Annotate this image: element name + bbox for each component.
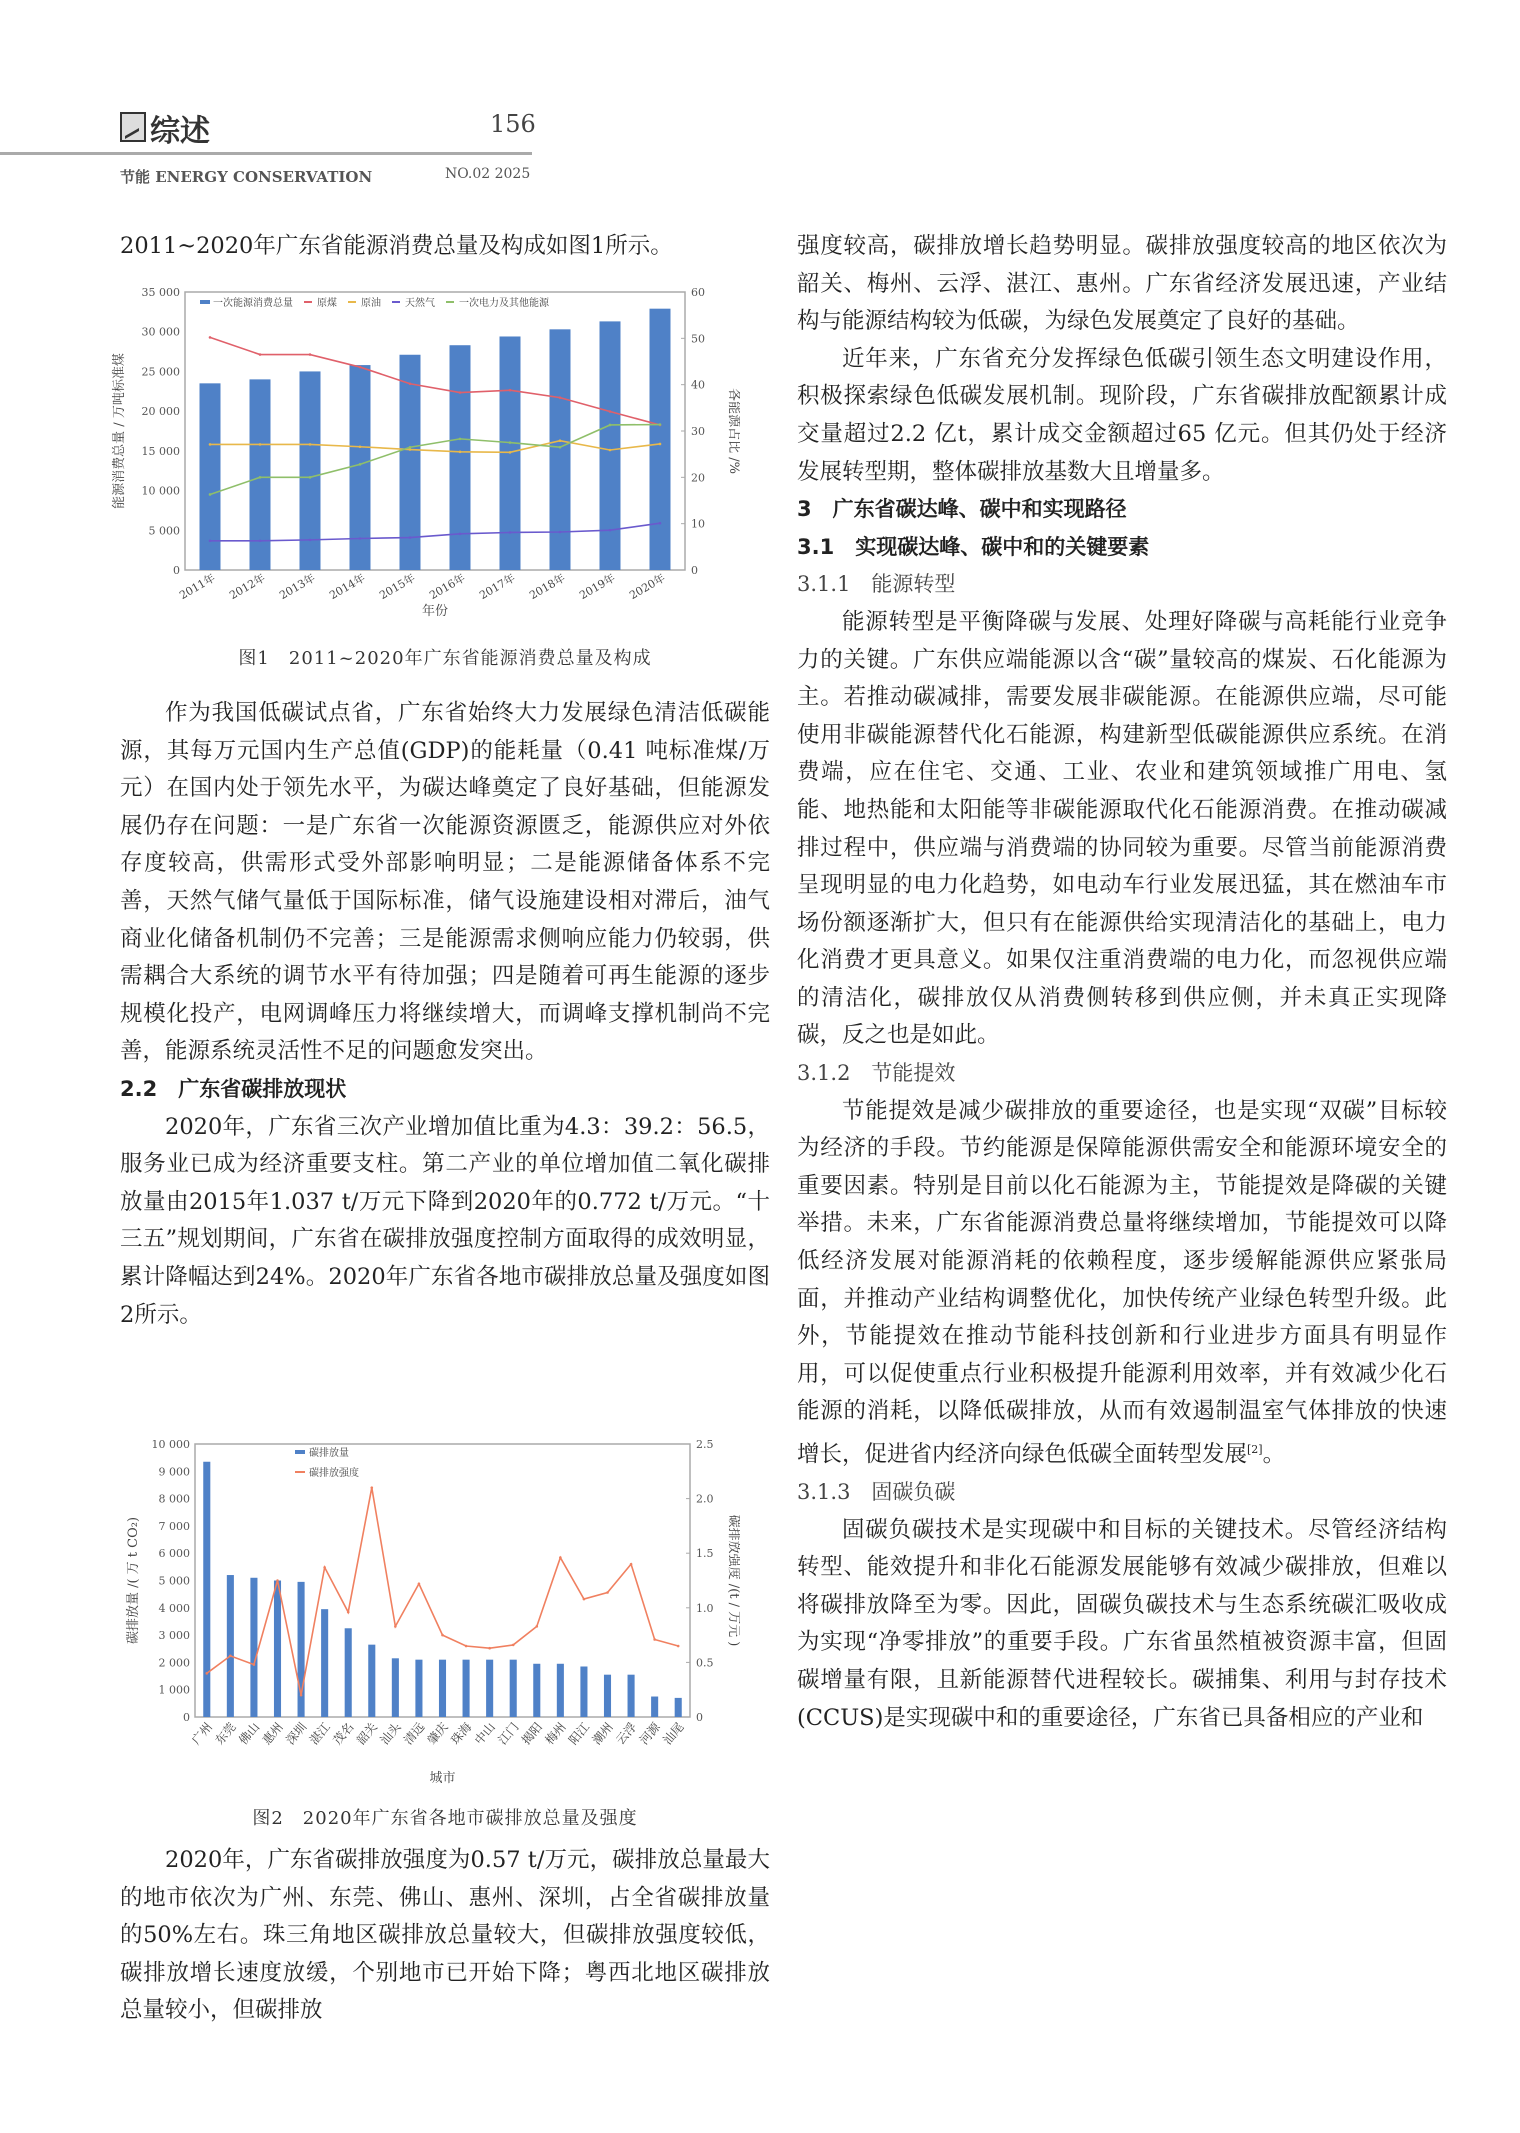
x-tick-label: 2012年 — [227, 571, 268, 603]
y-tick-label: 0 — [183, 1711, 190, 1724]
y2-tick-label: 20 — [691, 471, 705, 485]
legend-swatch — [295, 1450, 305, 1454]
x-tick-label: 珠海 — [448, 1719, 475, 1748]
bar-湛江 — [321, 1609, 328, 1717]
y-tick-label: 10 000 — [151, 1440, 190, 1451]
bar-云浮 — [628, 1675, 635, 1717]
y-tick-label: 3 000 — [158, 1629, 190, 1643]
line-series-原煤 — [210, 337, 660, 425]
line-point — [209, 493, 212, 496]
line-point — [370, 1486, 373, 1489]
x-tick-label: 清远 — [401, 1719, 428, 1748]
bar-汕头 — [392, 1658, 399, 1717]
bar-茂名 — [345, 1628, 352, 1717]
bar-河源 — [651, 1697, 658, 1717]
x-tick-label: 2020年 — [627, 571, 668, 603]
bar-韶关 — [368, 1645, 375, 1717]
line-point — [309, 539, 312, 542]
paragraph: 强度较高，碳排放增长趋势明显。碳排放强度较高的地区依次为韶关、梅州、云浮、湛江、惠州。广东省经济发展迅速，产业结构与能源结构较为低碳，为绿色发展奠定了良好的基础。 — [797, 233, 1447, 335]
line-point — [300, 1694, 303, 1697]
bar-惠州 — [274, 1581, 281, 1718]
line-point — [409, 382, 412, 385]
line-point — [509, 389, 512, 392]
line-point — [583, 1598, 586, 1601]
bar-潮州 — [604, 1675, 611, 1717]
y-tick-label: 15 000 — [141, 444, 180, 458]
y-tick-label: 8 000 — [158, 1492, 190, 1506]
heading-2-2: 2.2 广东省碳排放现状 — [120, 1076, 347, 1101]
x-tick-label: 广州 — [188, 1719, 216, 1748]
bar-清远 — [415, 1660, 422, 1717]
paragraph: 近年来，广东省充分发挥绿色低碳引领生态文明建设作用，积极探索绿色低碳发展机制。现阶段，广东省碳排放配额累计成交量超过2.2 亿t，累计成交金额超过65 亿元。但其仍处于经济发展转型期，整体碳排放基数大且增量多。 — [797, 345, 1447, 485]
paragraph-end: 。 — [1262, 1441, 1286, 1468]
bar-深圳 — [298, 1582, 305, 1717]
heading-3: 3 广东省碳达峰、碳中和实现路径 — [797, 497, 1127, 522]
line-point — [559, 446, 562, 449]
y2-tick-label: 0.5 — [696, 1656, 714, 1670]
legend-label: 碳排放量 — [309, 1448, 349, 1459]
line-point — [409, 536, 412, 539]
x-tick-label: 江门 — [495, 1719, 522, 1748]
x-tick-label: 深圳 — [283, 1719, 310, 1748]
line-point — [205, 1672, 208, 1675]
figure-1 — [100, 280, 740, 624]
line-point — [259, 540, 262, 543]
y2-tick-label: 50 — [691, 332, 705, 346]
bar-2019年 — [600, 321, 621, 570]
line-series-一次电力及其他能源 — [210, 425, 660, 495]
x-tick-label: 梅州 — [542, 1719, 569, 1748]
line-point — [653, 1638, 656, 1641]
x-tick-label: 湛江 — [306, 1719, 333, 1748]
figure-1-caption: 图1 2011~2020年广东省能源消费总量及构成 — [238, 648, 652, 669]
bar-中山 — [486, 1660, 493, 1717]
legend-label: 原油 — [361, 298, 381, 309]
line-point — [253, 1663, 256, 1666]
y2-tick-label: 1.5 — [696, 1547, 714, 1561]
line-point — [465, 1645, 468, 1648]
paragraph: 作为我国低碳试点省，广东省始终大力发展绿色清洁低碳能源，其每万元国内生产总值(GDP)的能耗量（0.41 吨标准煤/万元）在国内处于领先水平，为碳达峰奠定了良好基础，但能源发展仍存在问题：一是广东省一次能源资源匮乏，能源供应对外依存度较高，供需形式受外部影响明显；二是能源储备体系不完善，天然气储气量低于国际标准，储气设施建设相对滞后，油气商业化储备机制仍不完善；三是能源需求侧响应能力仍较弱，供需耦合大系统的调节水平有待加强；四是随着可再生能源的逐步规模化投产，电网调峰压力将继续增大，而调峰支撑机制尚不完善，能源系统灵活性不足的问题愈发突出。 — [120, 700, 770, 1065]
x-tick-label: 茂名 — [330, 1719, 357, 1748]
line-point — [394, 1625, 397, 1628]
line-point — [659, 443, 662, 446]
paragraph: 2020年，广东省三次产业增加值比重为4.3：39.2：56.5，服务业已成为经济重要支柱。第二产业的单位增加值二氧化碳排放量由2015年1.037 t/万元下降到2020年的0.772 t/万元。“十三五”规划期间，广东省在碳排放强度控制方面取得的成效明显，累计降幅达到24%。2020年广东省各地市碳排放总量及强度如图2所示。 — [120, 1113, 770, 1328]
bar-汕尾 — [675, 1698, 682, 1717]
line-point — [488, 1647, 491, 1650]
paragraph: 能源转型是平衡降碳与发展、处理好降碳与高耗能行业竞争力的关键。广东供应端能源以含“碳”量较高的煤炭、石化能源为主。若推动碳减排，需要发展非碳能源。在能源供应端，尽可能使用非碳能源替代化石能源，构建新型低碳能源供应系统。在消费端，应在住宅、交通、工业、农业和建筑领域推广用电、氢能、地热能和太阳能等非碳能源取代化石能源消费。在推动碳减排过程中，供应端与消费端的协同较为重要。尽管当前能源消费呈现明显的电力化趋势，如电动车行业发展迅猛，其在燃油车市场份额逐渐扩大，但只有在能源供给实现清洁化的基础上，电力化消费才更具意义。如果仅注重消费端的电力化，而忽视供应端的清洁化，碳排放仅从消费侧转移到供应侧，并未真正实现降碳，反之也是如此。 — [797, 608, 1447, 1049]
x-tick-label: 2019年 — [577, 571, 618, 603]
x-tick-label: 2016年 — [427, 571, 468, 603]
y-axis-title: 能源消费总量 / 万吨标准煤 — [112, 353, 127, 509]
y-tick-label: 25 000 — [141, 365, 180, 379]
x-tick-label: 佛山 — [236, 1719, 263, 1748]
bar-2018年 — [550, 329, 571, 570]
bar-江门 — [510, 1660, 517, 1717]
x-tick-label: 肇庆 — [424, 1719, 451, 1748]
citation-ref[interactable]: [2] — [1247, 1443, 1263, 1456]
figure-2 — [110, 1440, 740, 1794]
y-tick-label: 5 000 — [148, 524, 180, 538]
line-point — [509, 441, 512, 444]
line-point — [659, 423, 662, 426]
chart-city-emissions — [110, 1440, 740, 1790]
line-point — [259, 353, 262, 356]
y-tick-label: 10 000 — [141, 484, 180, 498]
line-point — [209, 336, 212, 339]
legend-label: 一次能源消费总量 — [213, 298, 293, 309]
line-point — [559, 1556, 562, 1559]
bar-梅州 — [557, 1664, 564, 1717]
x-tick-label: 云浮 — [613, 1719, 640, 1748]
x-tick-label: 潮州 — [589, 1719, 616, 1748]
left-column-body — [120, 695, 770, 1334]
line-point — [559, 531, 562, 534]
y-tick-label: 4 000 — [158, 1601, 190, 1615]
line-point — [359, 445, 362, 448]
bar-珠海 — [463, 1660, 470, 1717]
paragraph — [797, 1093, 1447, 1474]
journal-name: 节能 ENERGY CONSERVATION — [120, 168, 373, 186]
heading-3-1: 3.1 实现碳达峰、碳中和的关键要素 — [797, 534, 1150, 559]
y2-tick-label: 60 — [691, 286, 705, 299]
line-point — [459, 391, 462, 394]
bar-2016年 — [450, 345, 471, 570]
header-divider — [0, 152, 532, 155]
line-point — [229, 1655, 232, 1658]
line-point — [409, 448, 412, 451]
y2-tick-label: 1.0 — [696, 1601, 714, 1615]
y2-tick-label: 2.5 — [696, 1440, 714, 1451]
x-tick-label: 惠州 — [259, 1719, 286, 1748]
section-logo-icon — [120, 112, 146, 142]
heading-3-1-3: 3.1.3 固碳负碳 — [797, 1480, 956, 1505]
left-column — [120, 228, 770, 266]
line-point — [209, 540, 212, 543]
line-point — [359, 366, 362, 369]
paragraph: 2020年，广东省碳排放强度为0.57 t/万元，碳排放总量最大的地市依次为广州、东莞、佛山、惠州、深圳，占全省碳排放量的50%左右。珠三角地区碳排放总量较大，但碳排放强度较低，碳排放增长速度放缓，个别地市已开始下降；粤西北地区碳排放总量较小，但碳排放 — [120, 1847, 770, 2024]
section-label: 综述 — [150, 114, 210, 149]
chart-energy-consumption — [100, 280, 740, 620]
line-point — [323, 1566, 326, 1569]
line-point — [309, 353, 312, 356]
y-tick-label: 0 — [173, 564, 180, 577]
y-tick-label: 6 000 — [158, 1547, 190, 1561]
x-tick-label: 2014年 — [327, 571, 368, 603]
x-tick-label: 2015年 — [377, 571, 418, 603]
y2-tick-label: 0 — [696, 1711, 703, 1724]
left-column-tail — [120, 1842, 770, 2030]
line-series-天然气 — [210, 523, 660, 541]
line-point — [259, 476, 262, 479]
y-axis-title: 碳排放量 /( 万 t CO₂) — [126, 1516, 141, 1645]
y-tick-label: 5 000 — [158, 1574, 190, 1588]
y2-tick-label: 30 — [691, 425, 705, 438]
y2-axis-title: 碳排放强度 /(t / 万元 ) — [726, 1514, 740, 1647]
bar-东莞 — [227, 1575, 234, 1717]
heading-3-1-1: 3.1.1 能源转型 — [797, 572, 956, 597]
issue-number: NO.02 2025 — [445, 166, 531, 182]
line-point — [677, 1645, 680, 1648]
x-tick-label: 河源 — [636, 1719, 663, 1748]
line-point — [559, 396, 562, 399]
x-tick-label: 2017年 — [477, 571, 518, 603]
paragraph-text: 节能提效是减少碳排放的重要途径，也是实现“双碳”目标较为经济的手段。节约能源是保障能源供需安全和能源环境安全的重要因素。特别是目前以化石能源为主，节能提效是降碳的关键举措。未来，广东省能源消费总量将继续增加，节能提效可以降低经济发展对能源消耗的依赖程度，逐步缓解能源供应紧张局面，并推动产业结构调整优化，加快传统产业绿色转型升级。此外，节能提效在推动节能科技创新和行业进步方面具有明显作用，可以促使重点行业积极提升能源利用效率，并有效减少化石能源的消耗，以降低碳排放，从而有效遏制温室气体排放的快速增长，促进省内经济向绿色低碳全面转型发展 — [797, 1097, 1447, 1468]
x-tick-label: 2013年 — [277, 571, 318, 603]
y-tick-label: 35 000 — [141, 286, 180, 299]
bar-2020年 — [650, 309, 671, 570]
line-point — [509, 531, 512, 534]
legend-label: 一次电力及其他能源 — [459, 298, 549, 309]
line-point — [559, 439, 562, 442]
line-point — [459, 438, 462, 441]
y2-tick-label: 2.0 — [696, 1492, 714, 1506]
x-tick-label: 韶关 — [353, 1719, 381, 1748]
figure-2-caption: 图2 2020年广东省各地市碳排放总量及强度 — [252, 1808, 638, 1829]
legend-label: 天然气 — [405, 298, 435, 309]
bar-揭阳 — [533, 1664, 540, 1717]
line-point — [441, 1634, 444, 1637]
x-tick-label: 揭阳 — [518, 1719, 546, 1748]
x-tick-label: 东莞 — [212, 1719, 239, 1748]
line-point — [359, 537, 362, 540]
legend-label: 碳排放强度 — [309, 1468, 359, 1479]
y2-axis-title: 各能源占比 /% — [726, 388, 740, 474]
y-tick-label: 1 000 — [158, 1683, 190, 1697]
page-number: 156 — [490, 110, 536, 138]
bar-阳江 — [580, 1666, 587, 1717]
line-point — [606, 1591, 609, 1594]
page-header — [0, 100, 760, 190]
line-point — [609, 424, 612, 427]
y-tick-label: 20 000 — [141, 405, 180, 419]
fig1-intro: 2011~2020年广东省能源消费总量及构成如图1所示。 — [120, 233, 673, 259]
right-column — [797, 228, 1447, 1737]
bar-广州 — [203, 1462, 210, 1717]
legend-swatch — [200, 300, 210, 304]
line-point — [659, 522, 662, 525]
paragraph: 固碳负碳技术是实现碳中和目标的关键技术。尽管经济结构转型、能效提升和非化石能源发展能够有效减少碳排放，但难以将碳排放降至为零。因此，固碳负碳技术与生态系统碳汇吸收成为实现“净零排放”的重要手段。广东省虽然植被资源丰富，但固碳增量有限，且新能源替代进程较长。碳捕集、利用与封存技术(CCUS)是实现碳中和的重要途径，广东省已具备相应的产业和 — [797, 1516, 1447, 1731]
legend-label: 原煤 — [317, 298, 337, 309]
line-point — [409, 446, 412, 449]
y2-tick-label: 10 — [691, 517, 705, 531]
line-point — [209, 443, 212, 446]
line-point — [309, 476, 312, 479]
x-axis-title: 年份 — [421, 604, 449, 619]
y-tick-label: 7 000 — [158, 1519, 190, 1533]
line-point — [459, 451, 462, 454]
line-point — [347, 1611, 350, 1614]
line-point — [512, 1644, 515, 1647]
bar-佛山 — [250, 1578, 257, 1717]
y-tick-label: 2 000 — [158, 1656, 190, 1670]
line-point — [609, 449, 612, 452]
x-tick-label: 阳江 — [566, 1719, 593, 1748]
y2-tick-label: 40 — [691, 378, 705, 392]
line-point — [630, 1563, 633, 1566]
line-point — [418, 1582, 421, 1585]
line-point — [309, 443, 312, 446]
y-tick-label: 30 000 — [141, 325, 180, 339]
x-tick-label: 汕尾 — [660, 1719, 687, 1748]
line-point — [259, 443, 262, 446]
line-point — [535, 1625, 538, 1628]
line-point — [459, 533, 462, 536]
line-point — [359, 463, 362, 466]
x-tick-label: 2011年 — [177, 571, 218, 603]
bar-肇庆 — [439, 1660, 446, 1717]
x-axis-title: 城市 — [429, 1771, 456, 1786]
line-point — [609, 529, 612, 532]
y-tick-label: 9 000 — [158, 1465, 190, 1479]
y2-tick-label: 0 — [691, 564, 698, 577]
x-tick-label: 中山 — [471, 1719, 498, 1748]
x-tick-label: 2018年 — [527, 571, 568, 603]
line-point — [509, 451, 512, 454]
x-tick-label: 汕头 — [377, 1719, 404, 1748]
heading-3-1-2: 3.1.2 节能提效 — [797, 1061, 956, 1086]
line-point — [609, 410, 612, 413]
line-point — [276, 1579, 279, 1582]
